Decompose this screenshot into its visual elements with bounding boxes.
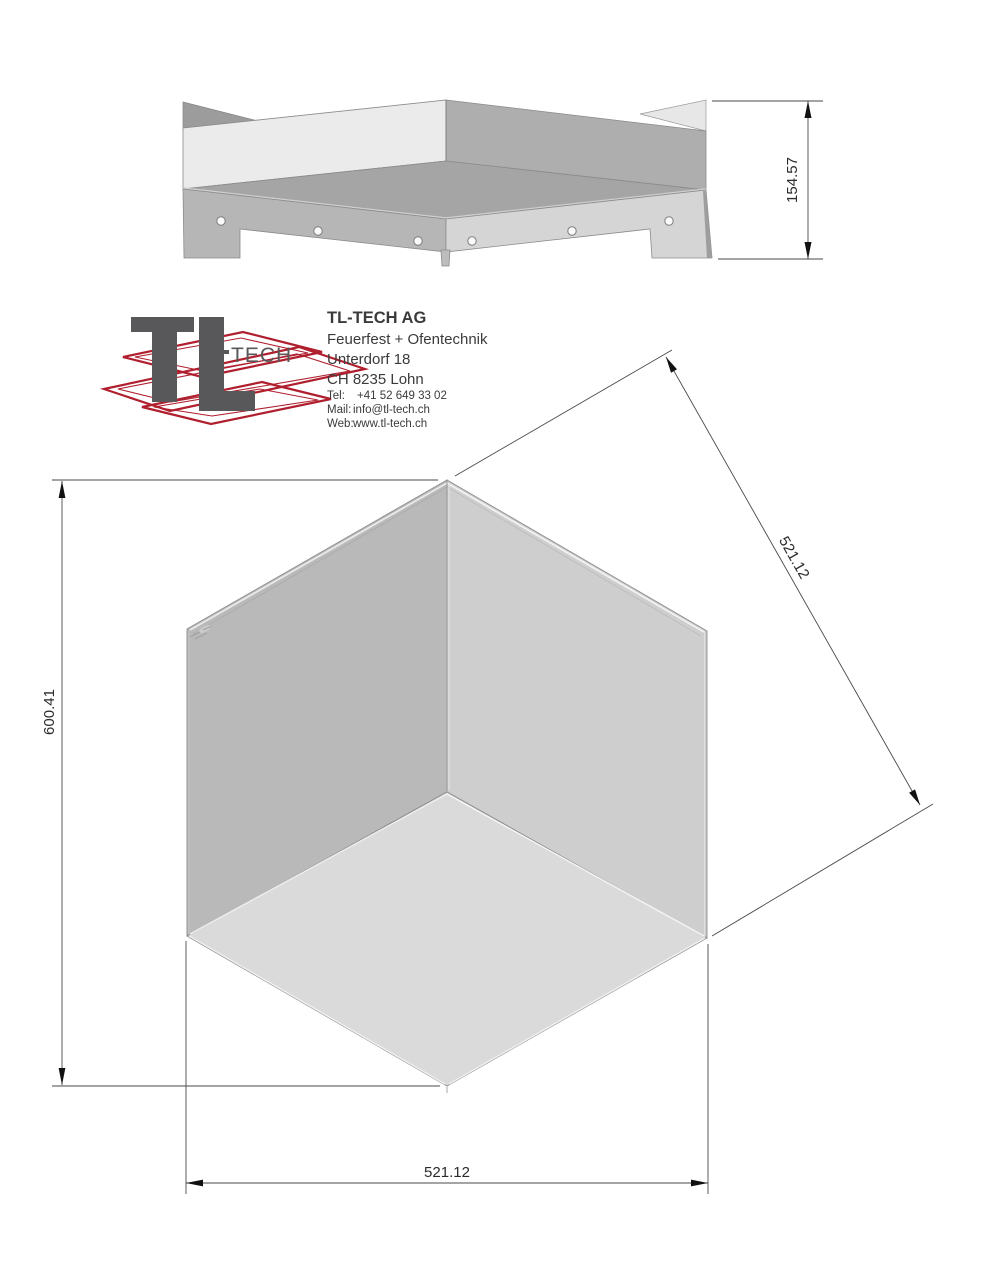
- company-name: TL-TECH AG: [327, 309, 427, 327]
- logo-wordmark: TECH: [231, 344, 293, 367]
- center-foot: [441, 250, 450, 266]
- arrowhead-icon: [805, 101, 812, 118]
- mounting-hole: [568, 227, 576, 235]
- logo-dash: [220, 350, 229, 354]
- company-address-block: [327, 309, 488, 430]
- contact-label-tel: Tel:: [327, 390, 345, 402]
- company-street: Unterdorf 18: [327, 351, 411, 368]
- company-business: Feuerfest + Ofentechnik: [327, 331, 488, 348]
- arrowhead-icon: [909, 789, 920, 805]
- contact-value-web: www.tl-tech.ch: [353, 418, 428, 430]
- dimension-value: 154.57: [784, 157, 801, 203]
- arrowhead-icon: [59, 1068, 66, 1085]
- front-elevation-view: [183, 100, 712, 266]
- logo-letter-t: [131, 317, 194, 402]
- mounting-hole: [217, 217, 225, 225]
- contact-value-mail: info@tl-tech.ch: [353, 404, 430, 416]
- arrowhead-icon: [805, 242, 812, 259]
- contact-label-mail: Mail:: [327, 404, 352, 416]
- arrowhead-icon: [186, 1180, 203, 1187]
- mounting-hole: [314, 227, 322, 235]
- dimension-front-height: [712, 101, 823, 259]
- mounting-hole: [468, 237, 476, 245]
- extension-line: [712, 804, 933, 936]
- contact-value-tel: +41 52 649 33 02: [357, 390, 447, 402]
- contact-label-web: Web:: [327, 418, 354, 430]
- mounting-hole: [665, 217, 673, 225]
- arrowhead-icon: [666, 357, 677, 373]
- company-city: CH 8235 Lohn: [327, 371, 424, 388]
- dimension-value: 521.12: [775, 533, 813, 582]
- mounting-hole: [414, 237, 422, 245]
- company-logo: [104, 317, 365, 424]
- arrowhead-icon: [691, 1180, 708, 1187]
- dimension-value: 600.41: [41, 689, 58, 735]
- isometric-view: [187, 480, 707, 1093]
- dimension-value: 521.12: [424, 1164, 470, 1181]
- extension-line: [455, 350, 672, 476]
- arrowhead-icon: [59, 481, 66, 498]
